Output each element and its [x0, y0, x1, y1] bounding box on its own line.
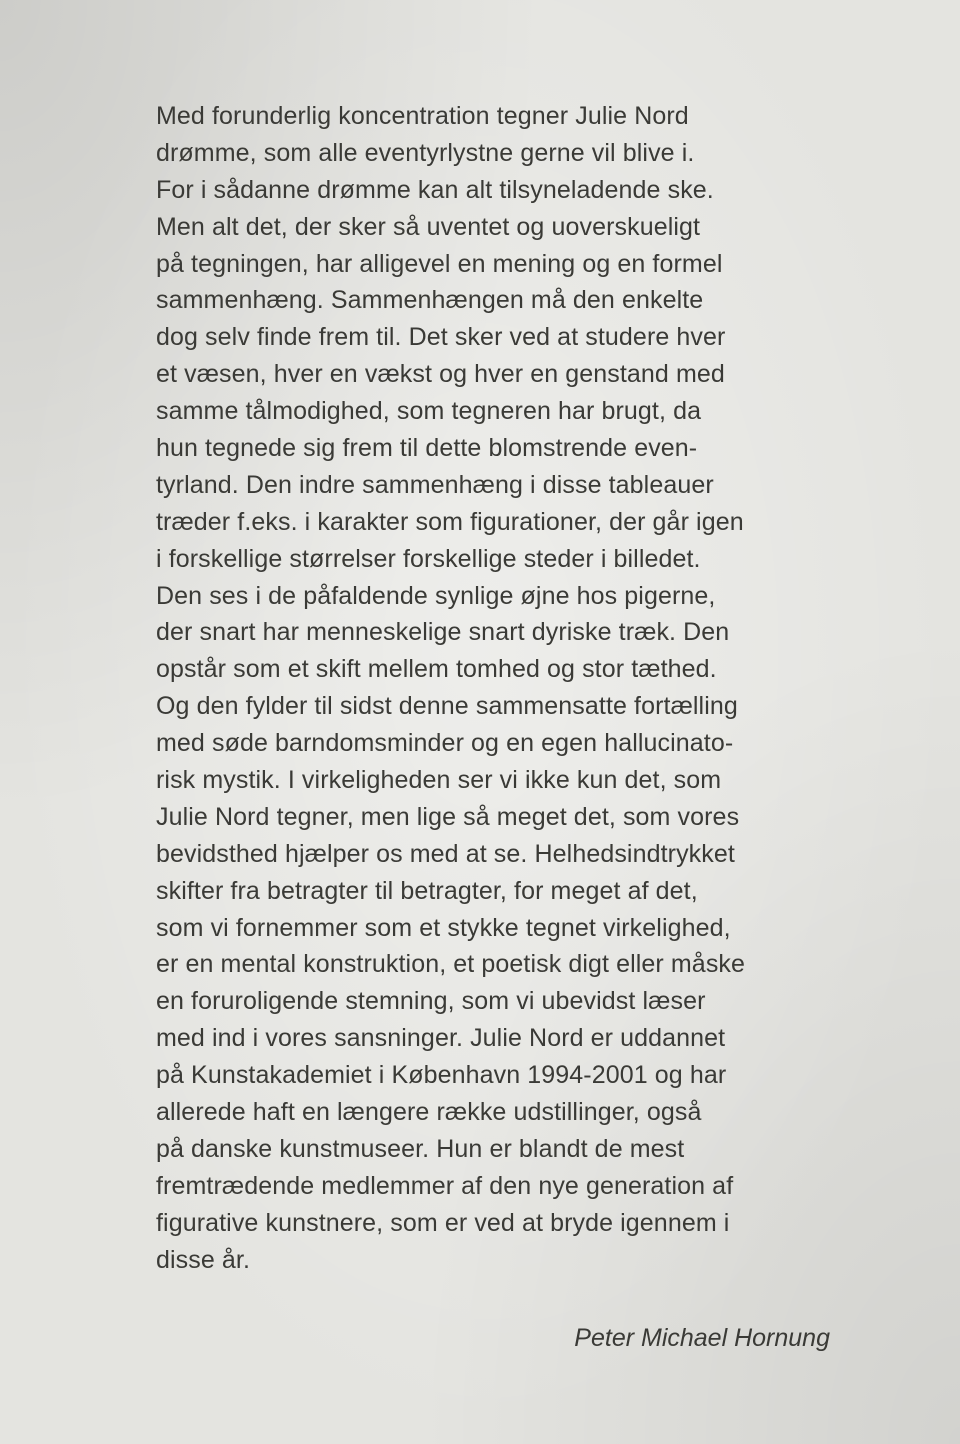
text-line: dog selv finde frem til. Det sker ved at studere hver: [156, 323, 726, 352]
text-line: Den ses i de påfaldende synlige øjne hos pigerne,: [156, 581, 716, 610]
text-line: sammenhæng. Sammenhængen må den enkelte: [156, 286, 704, 315]
text-line: et væsen, hver en vækst og hver en genstand med: [156, 360, 725, 389]
text-line: samme tålmodighed, som tegneren har brugt, da: [156, 397, 702, 426]
text-line: skifter fra betragter til betragter, for meget af det,: [156, 876, 698, 905]
text-line: bevidsthed hjælper os med at se. Helhedsindtrykket: [156, 839, 735, 868]
text-line: som vi fornemmer som et stykke tegnet virkelighed,: [156, 913, 731, 942]
text-line: træder f.eks. i karakter som figurationer, der går igen: [156, 507, 744, 536]
author-signature: Peter Michael Hornung: [574, 1324, 830, 1352]
text-line: allerede haft en længere række udstillinger, også: [156, 1098, 702, 1127]
text-line: Og den fylder til sidst denne sammensatte fortælling: [156, 692, 738, 721]
text-line: en foruroligende stemning, som vi ubevidst læser: [156, 987, 706, 1016]
text-line: fremtrædende medlemmer af den nye generation af: [156, 1171, 734, 1200]
text-line: disse år.: [156, 1245, 251, 1274]
text-line: Men alt det, der sker så uventet og uoverskueligt: [156, 212, 701, 241]
text-line: risk mystik. I virkeligheden ser vi ikke kun det, som: [156, 766, 722, 795]
text-line: For i sådanne drømme kan alt tilsyneladende ske.: [156, 175, 714, 204]
text-line: på tegningen, har alligevel en mening og en formel: [156, 249, 723, 278]
text-line: drømme, som alle eventyrlystne gerne vil blive i.: [156, 138, 695, 167]
text-line: er en mental konstruktion, et poetisk digt eller måske: [156, 950, 746, 979]
text-line: figurative kunstnere, som er ved at bryde igennem i: [156, 1208, 730, 1237]
text-line: hun tegnede sig frem til dette blomstrende even-: [156, 434, 698, 463]
body-paragraph: [156, 98, 836, 1279]
text-line: med søde barndomsminder og en egen hallucinato-: [156, 729, 734, 758]
text-line: tyrland. Den indre sammenhæng i disse tableauer: [156, 470, 714, 499]
text-line: opstår som et skift mellem tomhed og stor tæthed.: [156, 655, 717, 684]
text-line: der snart har menneskelige snart dyriske træk. Den: [156, 618, 730, 647]
text-line: på Kunstakademiet i København 1994-2001 og har: [156, 1061, 727, 1090]
text-line: med ind i vores sansninger. Julie Nord er uddannet: [156, 1024, 726, 1053]
text-line: på danske kunstmuseer. Hun er blandt de mest: [156, 1134, 685, 1163]
text-line: Julie Nord tegner, men lige så meget det, som vores: [156, 802, 740, 831]
text-line: Med forunderlig koncentration tegner Julie Nord: [156, 102, 689, 130]
text-line: i forskellige størrelser forskellige steder i billedet.: [156, 544, 701, 573]
